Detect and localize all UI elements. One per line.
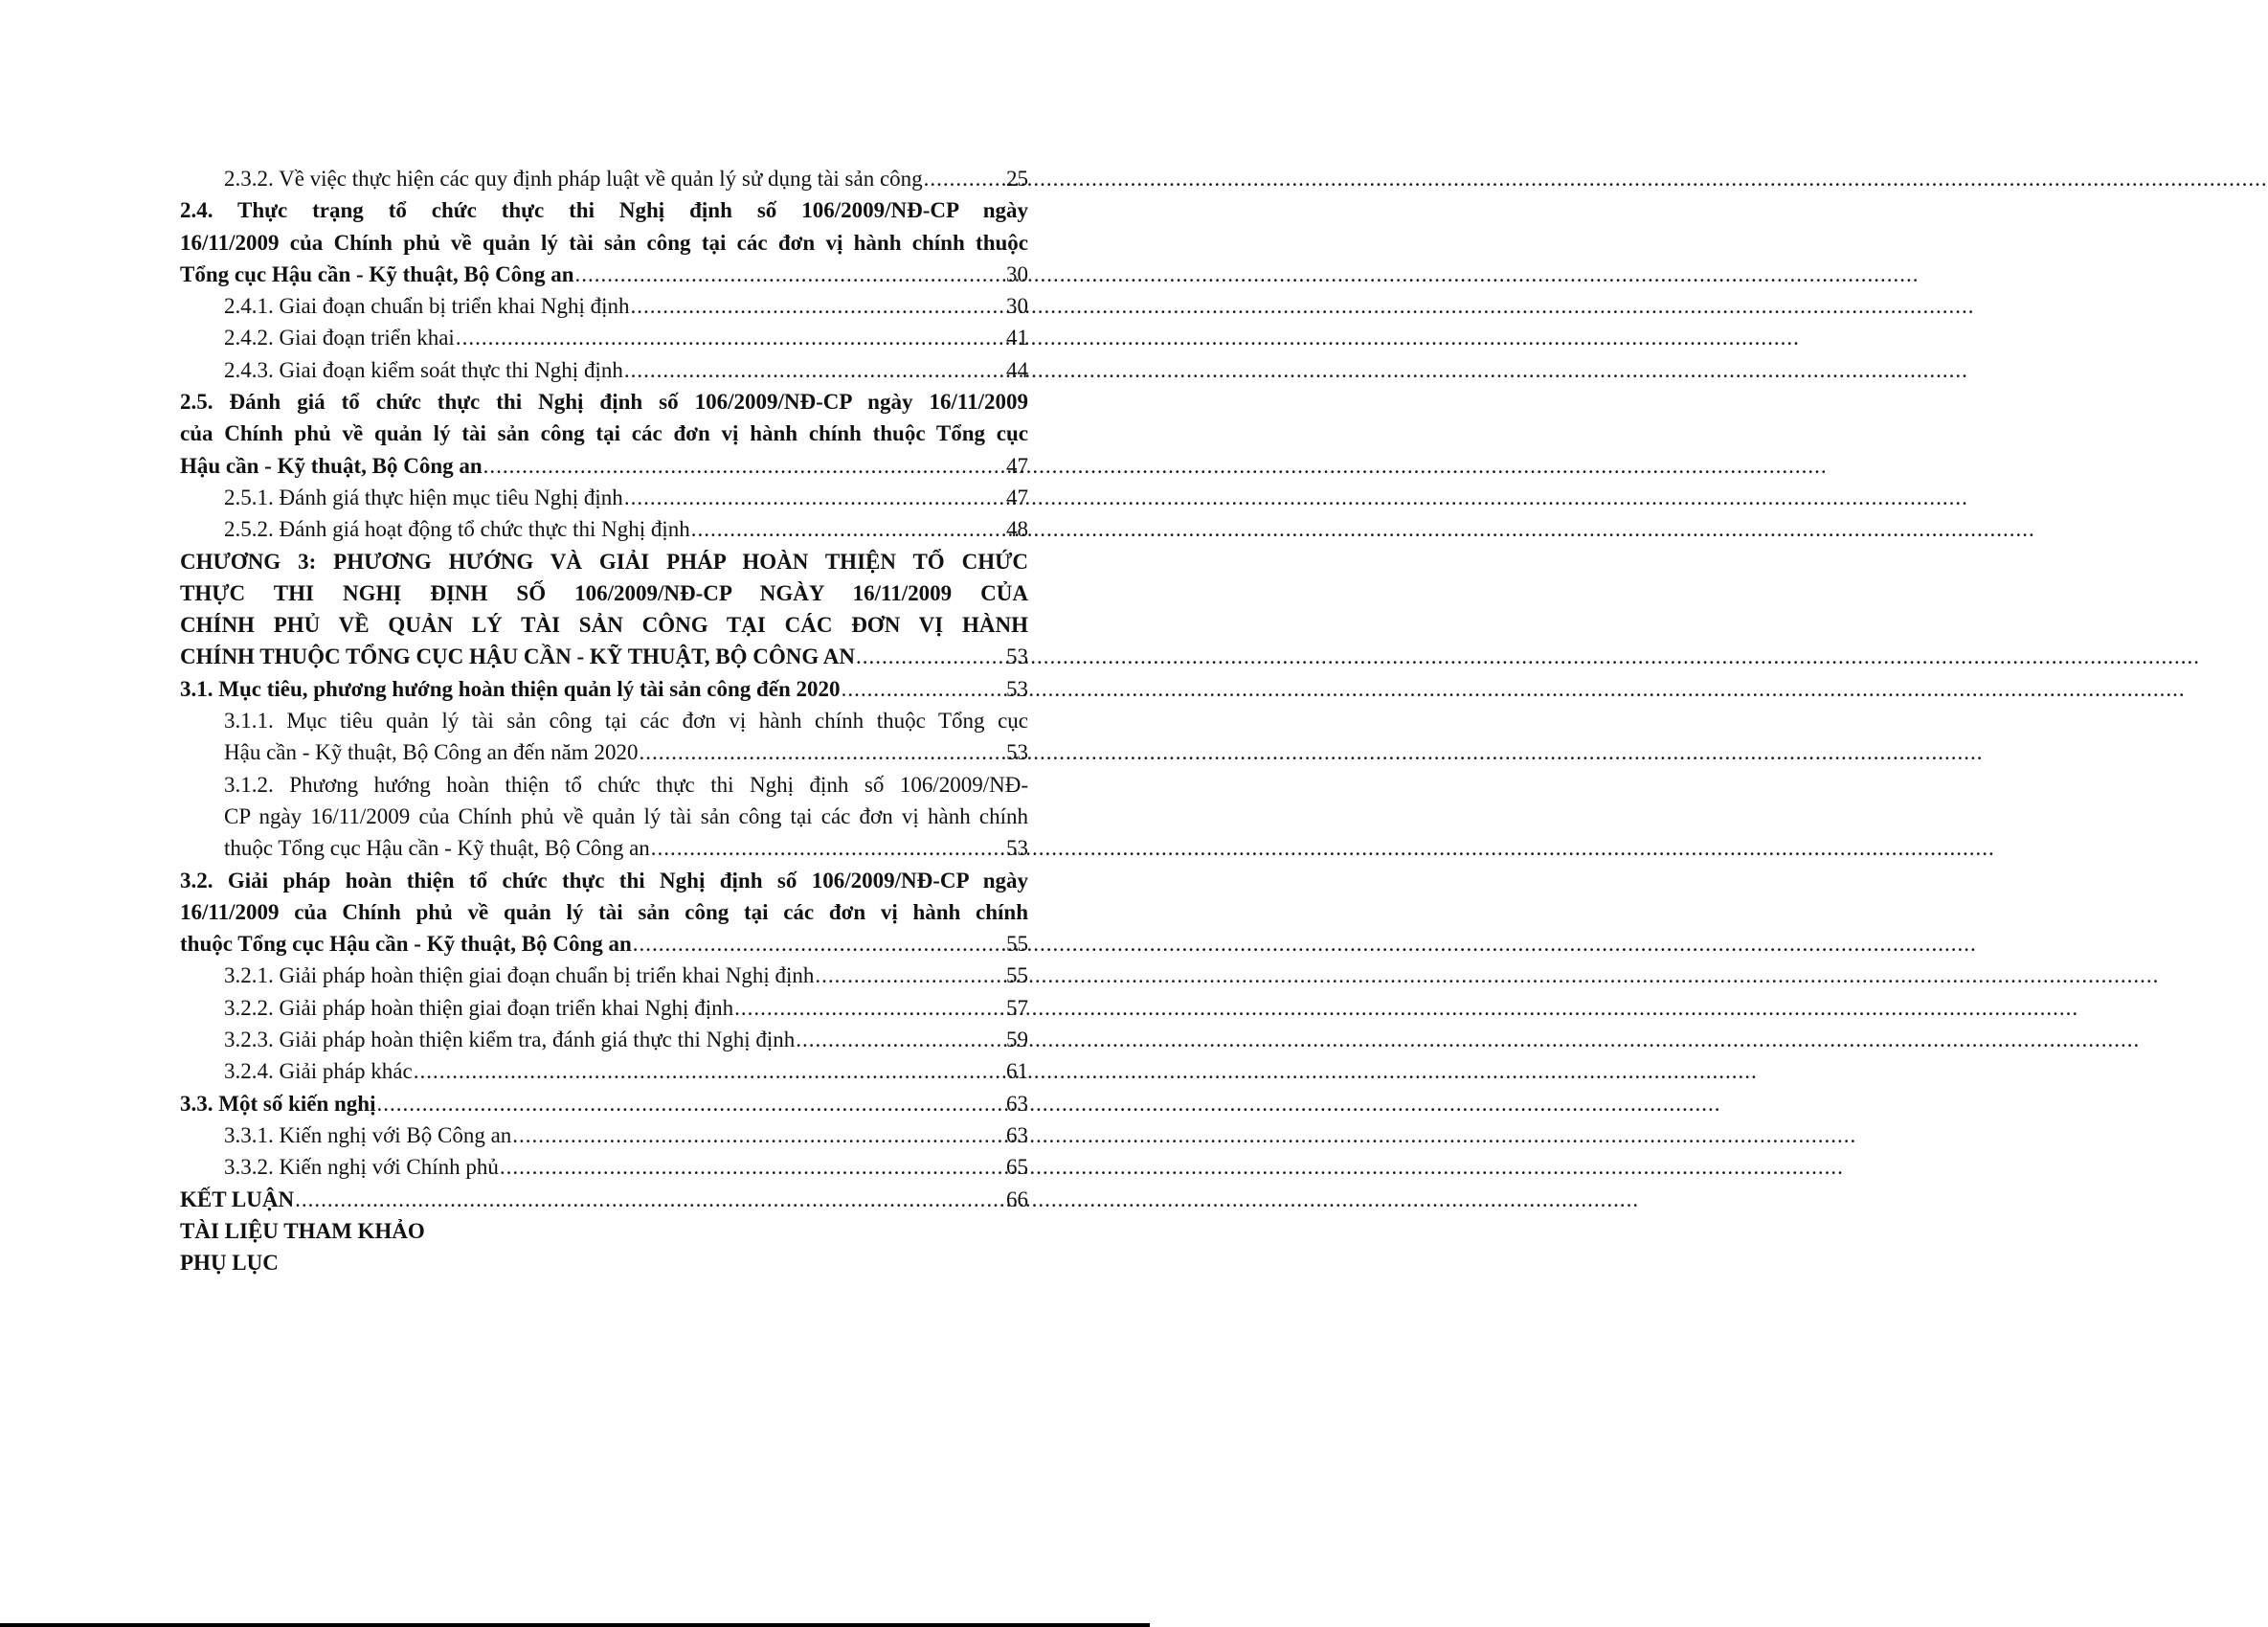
toc-page-number: 55 — [1006, 963, 1028, 988]
toc-entry[interactable] — [180, 1119, 1028, 1151]
toc-entry-title: Hậu cần - Kỹ thuật, Bộ Công an — [180, 453, 483, 478]
toc-entry-row — [224, 482, 1028, 513]
page-bottom-edge — [0, 1623, 1150, 1627]
toc-entry-title: 2.4.1. Giai đoạn chuẩn bị triển khai Nghị định — [224, 294, 630, 319]
toc-dot-leader — [575, 259, 1005, 290]
toc-page-number: 55 — [1006, 932, 1028, 957]
toc-entry[interactable] — [180, 386, 1028, 482]
toc-dot-leader — [651, 832, 1005, 864]
toc-entry-title: 3.2.2. Giải pháp hoàn thiện giai đoạn triển khai Nghị định — [224, 995, 734, 1020]
toc-dot-leader — [483, 450, 1005, 482]
toc-page-number: 63 — [1006, 1122, 1028, 1147]
toc-entry[interactable] — [180, 769, 1028, 865]
toc-entry-row — [180, 673, 1028, 705]
toc-entry[interactable] — [180, 1215, 1028, 1247]
toc-page-number: 53 — [1006, 676, 1028, 701]
toc-page-number: 41 — [1006, 326, 1028, 350]
toc-entry-row — [224, 163, 1028, 194]
toc-dot-leader — [639, 736, 1005, 768]
toc-entry-line: CHƯƠNG 3: PHƯƠNG HƯỚNG VÀ GIẢI PHÁP HOÀN THIỆN TỔ CHỨC — [180, 549, 1028, 574]
toc-entry-row — [180, 450, 1028, 482]
toc-dot-leader — [734, 992, 1005, 1024]
toc-entry[interactable] — [180, 322, 1028, 353]
toc-entry-row — [180, 1184, 1028, 1215]
toc-entry-row — [180, 1247, 1028, 1278]
toc-entry-title: 2.5.1. Đánh giá thực hiện mục tiêu Nghị định — [224, 485, 623, 509]
toc-dot-leader — [856, 641, 1005, 672]
toc-page-number: 59 — [1006, 1028, 1028, 1052]
toc-page-number: 53 — [1006, 740, 1028, 765]
toc-entry-title: 3.2.4. Giải pháp khác — [224, 1059, 413, 1084]
toc-entry[interactable] — [180, 290, 1028, 322]
toc-entry-title: 3.3. Một số kiến nghị — [180, 1091, 376, 1116]
toc-entry[interactable] — [180, 1055, 1028, 1087]
toc-page-number: 66 — [1006, 1186, 1028, 1211]
toc-entry[interactable] — [180, 163, 1028, 194]
toc-entry-row — [180, 1215, 1028, 1247]
toc-dot-leader — [512, 1119, 1005, 1151]
toc-entry-title: Hậu cần - Kỹ thuật, Bộ Công an đến năm 2020 — [224, 740, 639, 765]
toc-dot-leader — [624, 354, 1005, 386]
toc-entry-row — [224, 992, 1028, 1024]
toc-entry[interactable] — [180, 354, 1028, 386]
toc-entry[interactable] — [180, 673, 1028, 705]
toc-entry-title: 2.4.3. Giai đoạn kiểm soát thực thi Nghị định — [224, 357, 623, 382]
toc-entry-title: thuộc Tổng cục Hậu cần - Kỹ thuật, Bộ Công an — [224, 836, 650, 861]
toc-entry-row — [224, 354, 1028, 386]
toc-dot-leader — [376, 1088, 1005, 1119]
toc-entry[interactable] — [180, 194, 1028, 290]
toc-page-number: 30 — [1006, 294, 1028, 319]
toc-dot-leader — [295, 1184, 1005, 1215]
toc-entry-title: KẾT LUẬN — [180, 1186, 295, 1211]
toc-entry-row — [224, 960, 1028, 991]
toc-page-number: 65 — [1006, 1155, 1028, 1180]
toc-entry[interactable] — [180, 960, 1028, 991]
toc-entry-title: 2.4.2. Giai đoạn triển khai — [224, 326, 455, 350]
toc-entry-line: CHÍNH PHỦ VỀ QUẢN LÝ TÀI SẢN CÔNG TẠI CÁC ĐƠN VỊ HÀNH — [180, 613, 1028, 638]
toc-dot-leader — [842, 673, 1005, 705]
toc-dot-leader — [924, 163, 1005, 194]
toc-entry-row — [224, 1119, 1028, 1151]
toc-page-number: 47 — [1006, 485, 1028, 509]
toc-entry[interactable] — [180, 482, 1028, 513]
toc-page-number: 47 — [1006, 453, 1028, 478]
toc-entry-row — [180, 1088, 1028, 1119]
toc-page-number: 25 — [1006, 167, 1028, 191]
toc-entry[interactable] — [180, 546, 1028, 673]
toc-page-number: 57 — [1006, 995, 1028, 1020]
toc-entry[interactable] — [180, 992, 1028, 1024]
toc-entry-line: 3.1.2. Phương hướng hoàn thiện tổ chức thực thi Nghị định số 106/2009/NĐ- — [224, 772, 1028, 797]
toc-entry[interactable] — [180, 1088, 1028, 1119]
toc-entry-row — [224, 290, 1028, 322]
toc-entry-row — [224, 513, 1028, 545]
toc-entry[interactable] — [180, 1151, 1028, 1183]
toc-entry-row — [224, 322, 1028, 353]
toc-entry-title: 2.5.2. Đánh giá hoạt động tổ chức thực thi Nghị định — [224, 517, 690, 542]
toc-entry-line: THỰC THI NGHỊ ĐỊNH SỐ 106/2009/NĐ-CP NGÀY 16/11/2009 CỦA — [180, 580, 1028, 605]
toc-dot-leader — [796, 1024, 1005, 1055]
toc-entry-title: 2.3.2. Về việc thực hiện các quy định pháp luật về quản lý sử dụng tài sản công — [224, 167, 923, 191]
toc-entry-title: CHÍNH THUỘC TỔNG CỤC HẬU CẦN - KỸ THUẬT, BỘ CÔNG AN — [180, 644, 855, 669]
toc-entry-line: 2.4. Thực trạng tổ chức thực thi Nghị định số 106/2009/NĐ-CP ngày — [180, 198, 1028, 223]
toc-dot-leader — [414, 1055, 1005, 1087]
toc-page-number: 53 — [1006, 644, 1028, 669]
toc-entry-row — [180, 928, 1028, 960]
toc-page-number: 48 — [1006, 517, 1028, 542]
toc-entry-line: 2.5. Đánh giá tổ chức thực thi Nghị định số 106/2009/NĐ-CP ngày 16/11/2009 — [180, 390, 1028, 415]
toc-page-number: 63 — [1006, 1091, 1028, 1116]
toc-page-number: 44 — [1006, 357, 1028, 382]
toc-dot-leader — [456, 322, 1005, 353]
table-of-contents — [180, 163, 1028, 1278]
toc-entry-row — [224, 1055, 1028, 1087]
toc-page-number: 61 — [1006, 1059, 1028, 1084]
toc-entry-title: 3.2.3. Giải pháp hoàn thiện kiểm tra, đánh giá thực thi Nghị định — [224, 1028, 796, 1052]
toc-entry[interactable] — [180, 705, 1028, 769]
toc-entry-title: 3.2.1. Giải pháp hoàn thiện giai đoạn chuẩn bị triển khai Nghị định — [224, 963, 815, 988]
toc-dot-leader — [691, 513, 1005, 545]
toc-dot-leader — [500, 1151, 1005, 1183]
toc-entry-row — [180, 259, 1028, 290]
toc-entry-row — [224, 1151, 1028, 1183]
toc-entry-title: 3.1. Mục tiêu, phương hướng hoàn thiện quản lý tài sản công đến 2020 — [180, 676, 841, 701]
toc-entry[interactable] — [180, 513, 1028, 545]
toc-dot-leader — [631, 290, 1005, 322]
toc-entry-title: thuộc Tổng cục Hậu cần - Kỹ thuật, Bộ Công an — [180, 932, 632, 957]
toc-entry[interactable] — [180, 1184, 1028, 1215]
toc-entry-title: PHỤ LỤC — [180, 1251, 279, 1276]
toc-entry-line: 3.2. Giải pháp hoàn thiện tổ chức thực thi Nghị định số 106/2009/NĐ-CP ngày — [180, 868, 1028, 893]
toc-page-number: 30 — [1006, 261, 1028, 286]
toc-entry-line: của Chính phủ về quản lý tài sản công tại các đơn vị hành chính thuộc Tổng cục — [180, 421, 1028, 446]
toc-entry-title: TÀI LIỆU THAM KHẢO — [180, 1218, 425, 1243]
toc-entry[interactable] — [180, 1024, 1028, 1055]
toc-entry-title: 3.3.2. Kiến nghị với Chính phủ — [224, 1155, 499, 1180]
toc-dot-leader — [815, 960, 1005, 991]
toc-page-number: 53 — [1006, 836, 1028, 861]
toc-entry-title: Tổng cục Hậu cần - Kỹ thuật, Bộ Công an — [180, 261, 574, 286]
toc-entry-row — [224, 1024, 1028, 1055]
toc-entry-title: 3.3.1. Kiến nghị với Bộ Công an — [224, 1122, 512, 1147]
toc-entry-row — [180, 641, 1028, 672]
toc-entry-line: 16/11/2009 của Chính phủ về quản lý tài sản công tại các đơn vị hành chính thuộc — [180, 230, 1028, 255]
toc-entry-line: 3.1.1. Mục tiêu quản lý tài sản công tại các đơn vị hành chính thuộc Tổng cục — [224, 709, 1028, 734]
toc-entry-line: 16/11/2009 của Chính phủ về quản lý tài sản công tại các đơn vị hành chính — [180, 899, 1028, 924]
toc-entry-row — [224, 736, 1028, 768]
toc-entry[interactable] — [180, 865, 1028, 960]
toc-dot-leader — [624, 482, 1005, 513]
toc-entry-row — [224, 832, 1028, 864]
toc-entry[interactable] — [180, 1247, 1028, 1278]
toc-dot-leader — [633, 928, 1005, 960]
toc-entry-line: CP ngày 16/11/2009 của Chính phủ về quản lý tài sản công tại các đơn vị hành chính — [224, 803, 1028, 828]
